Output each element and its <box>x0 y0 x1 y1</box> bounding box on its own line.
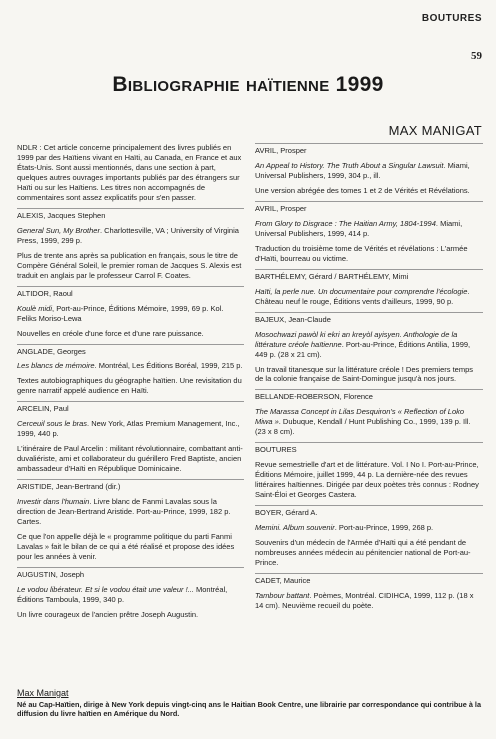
publication-details: . Miami, Universal Publishers, 1999, 414 p. <box>255 218 463 238</box>
entry-comment: Plus de trente ans après sa publication en français, sous le titre de Compère Général Soleil, le premier roman de Jacques S. Alexis est traduit en anglais par le professeur Carrol F. Coates. <box>17 250 242 280</box>
publication-details: . Port-au-Prince, 1999, 268 p. <box>334 523 434 533</box>
entry-comment: Ce que l'on appelle déjà le « programme politique du parti Fanmi Lavalas » fait le bilan de ce qui a été réalisé et propose des idées pour les années à venir. <box>17 532 235 561</box>
work-title: From Glory to Disgrace : The Haitian Army, 1804-1994 <box>255 218 436 228</box>
work-title: Memini. Album souvenir <box>255 523 335 533</box>
entry-author: AVRIL, Prosper <box>255 201 483 214</box>
entry-author: AUGUSTIN, Joseph <box>17 567 244 580</box>
work-title: Haïti, la perle nue. Un documentaire pour comprendre l'écologie <box>255 286 468 296</box>
publication-details: Montréal, Éditions Tamboula, 1999, 340 p. <box>17 584 228 604</box>
work-title: Cerceuil sous le bras <box>17 419 88 429</box>
entry-comment: L'itinéraire de Paul Arcelin : militant révolutionnaire, combattant anti-duvaliériste, ami et collaborateur du guérillero Fred Baptiste, ancien ambassadeur d'Haïti en République Dominicaine. <box>17 444 243 474</box>
publication-details: . Charlottesville, VA ; University of Virginia Press, 1999, 299 p. <box>17 225 239 245</box>
entry-reference <box>255 161 483 181</box>
page-number: 59 <box>471 50 482 62</box>
entry-comment: Traduction du troisième tome de Vérités et révélations : L'armée d'Haïti, bourreau ou victime. <box>255 243 468 263</box>
entry-comment: Une version abrégée des tomes 1 et 2 de Vérités et Révélations. <box>255 185 470 195</box>
footer-author-bio: Né au Cap-Haïtien, dirige à New York depuis vingt-cinq ans le Haitian Book Centre, une librairie par correspondance qui contribue à la diffusion du livre haïtien en Amérique du Nord. <box>17 700 481 719</box>
entry-author: ARISTIDE, Jean-Bertrand (dir.) <box>17 479 244 492</box>
entry-reference <box>255 287 483 307</box>
entry-reference <box>17 226 244 246</box>
publication-details: . Port-au-Prince, Éditions Antilia, 1999, 449 p. (28 x 21 cm). <box>255 339 471 359</box>
entry-reference <box>255 330 483 360</box>
work-title: Koulè midi <box>17 303 53 313</box>
work-title: Le vodou libérateur. Et si le vodou était une valeur !... <box>17 584 194 594</box>
entry-reference <box>17 361 244 371</box>
entry-author: ARCELIN, Paul <box>17 401 244 414</box>
entry-reference <box>255 591 483 611</box>
entry-comment: Textes autobiographiques du géographe haïtien. Une revisitation du genre narratif appelé audience en Haïti. <box>17 376 242 396</box>
footer-author-name: Max Manigat <box>17 688 69 698</box>
entry-reference <box>17 497 244 527</box>
right-column <box>255 143 483 616</box>
publication-details: . Miami, Universal Publishers, 1999, 304 p., ill. <box>255 160 470 180</box>
publication-details: . Montréal, Les Éditions Boréal, 1999, 215 p. <box>94 361 243 371</box>
publication-details: . Livre blanc de Fanmi Lavalas sous la direction de Jean-Bertrand Aristide. Port-au-Prince, 1999, 182 p. Cartes. <box>17 497 231 527</box>
publication-details: . Dubuque, Kendall / Hunt Publishing Co., 1999, 139 p. Ill. (23 x 8 cm). <box>255 417 471 437</box>
publication-details: . Poèmes, Montréal. CIDIHCA, 1999, 112 p. (18 x 14 cm). Neuvième recueil du poète. <box>255 590 474 610</box>
entry-comment: Souvenirs d'un médecin de l'Armée d'Haïti qui a été pendant de nombreuses années médecin au pénitencier national de Port-au-Prince. <box>255 538 471 568</box>
article-title: Bibliographie haïtienne 1999 <box>112 73 384 96</box>
entry-reference <box>17 419 244 439</box>
work-title: Investir dans l'humain <box>17 497 90 507</box>
entry-comment: Un travail titanesque sur la littérature créole ! Des premiers temps de la colonie française de Saint-Domingue jusqu'à nos jours. <box>255 364 474 384</box>
entry-reference <box>255 523 483 533</box>
entry-comment: Nouvelles en créole d'une force et d'une rare puissance. <box>17 328 204 338</box>
entry-author: BARTHÉLEMY, Gérard / BARTHÉLEMY, Mimi <box>255 269 483 282</box>
entry-reference <box>255 219 483 239</box>
work-title: Mosochwazi pawòl ki ekri an kreyòl ayisyen. Anthologie de la littérature créole haïtienne <box>255 329 458 349</box>
entry-author: BAJEUX, Jean-Claude <box>255 312 483 325</box>
journal-name: BOUTURES <box>421 13 482 24</box>
entry-reference <box>17 585 244 605</box>
publication-details: . Château neuf le rouge, Éditions vents d'ailleurs, 1999, 90 p. <box>255 286 470 306</box>
entry-reference <box>17 304 244 324</box>
editorial-note: NDLR : Cet article concerne principalement des livres publiés en 1999 par des Haïtiens vivant en Haïti, au Canada, en France et aux États-Unis. Sont aussi mentionnés, dans une section à part, quelques autres ouvrages importants publiés par des étrangers sur Haïti ou sur les Haïtiens. Les titres non accompagnés de commentaires sont assez explicatifs pour s'en passer. <box>17 143 242 202</box>
work-title: The Marassa Concept in Lilas Desquiron's « Reflection of Loko Miwa » <box>255 407 465 427</box>
entry-author: CADET, Maurice <box>255 573 483 586</box>
work-title: An Appeal to History. The Truth About a Singular Lawsuit <box>255 160 444 170</box>
entry-author: ALEXIS, Jacques Stephen <box>17 208 244 221</box>
entry-author: BOUTURES <box>255 442 483 455</box>
left-column <box>17 143 244 625</box>
entry-author: BOYER, Gérard A. <box>255 505 483 518</box>
entry-author: ALTIDOR, Raoul <box>17 286 244 299</box>
entry-author: AVRIL, Prosper <box>255 143 483 156</box>
publication-details: , Port-au-Prince, Éditions Mémoire, 1999, 69 p. Kol. Feliks Moriso-Lewa <box>17 303 224 323</box>
entry-comment: Un livre courageux de l'ancien prêtre Joseph Augustin. <box>17 609 199 619</box>
author-byline: MAX MANIGAT <box>388 123 482 138</box>
entry-author: ANGLADE, Georges <box>17 344 244 357</box>
work-title: Tambour battant <box>255 590 310 600</box>
entry-reference <box>255 407 483 437</box>
entry-comment: Revue semestrielle d'art et de littérature. Vol. I No I. Port-au-Prince, Éditions Mémoire, juillet 1999, 44 p. La dernière-née des revues littéraires haïtiennes. Dirigée par deux poètes très connus : Rodney Saint-Éloi et Georges Castera. <box>255 460 479 500</box>
entry-author: BELLANDE-ROBERSON, Florence <box>255 389 483 402</box>
work-title: Les blancs de mémoire <box>17 361 95 371</box>
publication-details: . New York, Atlas Premium Management, Inc., 1999, 440 p. <box>17 419 240 439</box>
work-title: General Sun, My Brother <box>17 225 100 235</box>
